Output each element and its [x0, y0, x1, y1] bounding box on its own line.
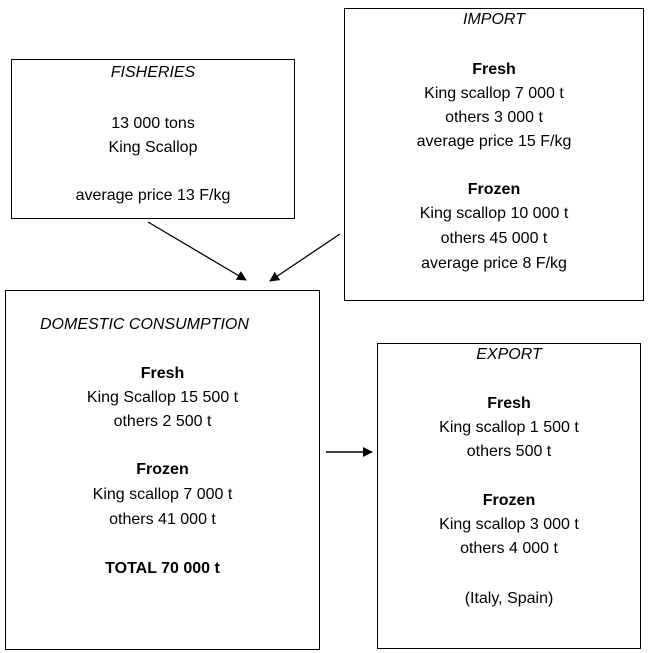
export-fresh-heading: Fresh — [487, 395, 531, 412]
fisheries-volume: 13 000 tons — [111, 115, 195, 132]
import-fresh-others: others 3 000 t — [445, 109, 543, 126]
fisheries-price: average price 13 F/kg — [75, 187, 231, 204]
domestic-frozen-heading: Frozen — [136, 461, 189, 478]
import-frozen-heading: Frozen — [467, 181, 521, 198]
export-title: EXPORT — [476, 346, 542, 363]
export-frozen-heading: Frozen — [482, 492, 536, 509]
fisheries-title: FISHERIES — [110, 64, 196, 81]
arrow-import-to-domestic — [270, 234, 340, 281]
domestic-total: TOTAL 70 000 t — [105, 560, 220, 577]
domestic-frozen-king-scallop: King scallop 7 000 t — [92, 486, 233, 503]
export-box — [377, 343, 641, 649]
export-fresh-others: others 500 t — [466, 443, 552, 460]
import-frozen-king-scallop: King scallop 10 000 t — [419, 205, 569, 222]
domestic-frozen-others: others 41 000 t — [109, 511, 216, 528]
export-frozen-king-scallop: King scallop 3 000 t — [439, 516, 579, 533]
import-fresh-king-scallop: King scallop 7 000 t — [424, 85, 564, 102]
fisheries-box — [11, 59, 295, 219]
export-frozen-others: others 4 000 t — [460, 540, 558, 557]
export-fresh-king-scallop: King scallop 1 500 t — [439, 419, 579, 436]
import-fresh-heading: Fresh — [472, 61, 516, 78]
domestic-fresh-heading: Fresh — [140, 365, 185, 382]
import-fresh-price: average price 15 F/kg — [416, 133, 572, 150]
import-box — [344, 8, 644, 301]
import-frozen-price: average price 8 F/kg — [421, 255, 567, 272]
import-title: IMPORT — [463, 11, 525, 28]
export-destinations: (Italy, Spain) — [464, 590, 554, 607]
import-frozen-others: others 45 000 t — [440, 230, 548, 247]
arrow-fisheries-to-domestic — [148, 222, 246, 280]
domestic-consumption-box — [5, 290, 320, 650]
domestic-title: DOMESTIC CONSUMPTION — [40, 316, 249, 333]
domestic-fresh-others: others 2 500 t — [113, 413, 212, 430]
fisheries-species: King Scallop — [108, 139, 198, 156]
domestic-fresh-king-scallop: King Scallop 15 500 t — [86, 389, 239, 406]
